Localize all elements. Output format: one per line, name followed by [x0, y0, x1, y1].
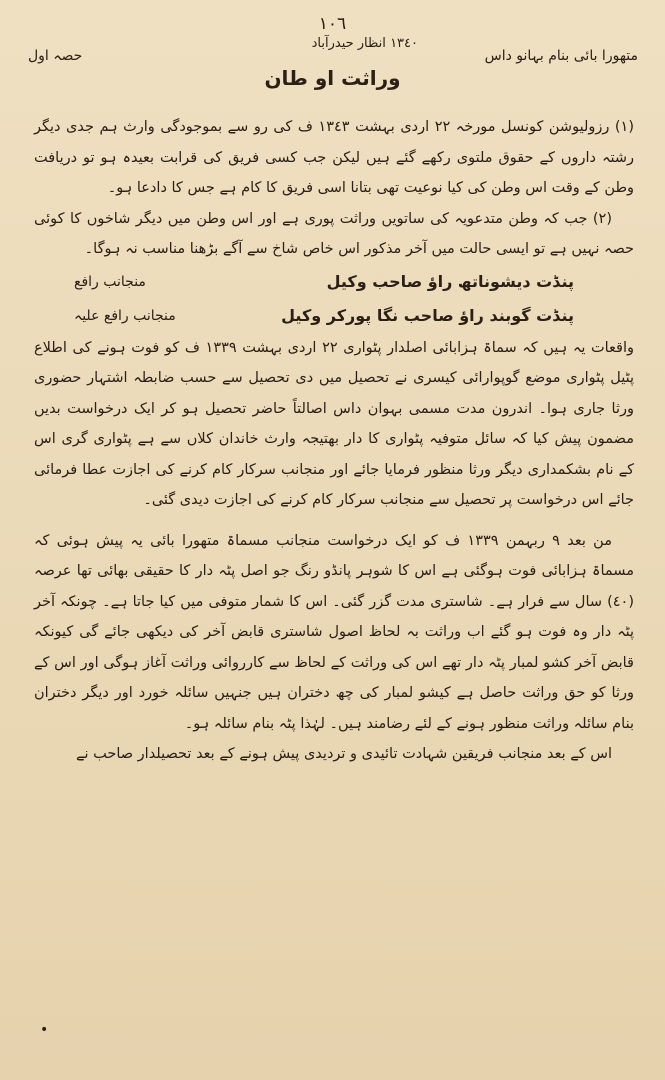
pleader-row — [34, 265, 634, 299]
body-paragraph: اس کے بعد منجانب فریقین شہادت تائیدی و تردیدی پیش ہونے کے بعد تحصیلدار صاحب نے — [75, 746, 612, 762]
headnote-2: (٢) جب کہ وطن متدعویہ کی ساتویں وراثت پوری ہے اور اس وطن میں دیگر شاخوں کا کوئی حصہ نہیں ہے تو ایسی حالت میں آخر مذکور اس خاص شاخ سے آگے بڑھنا مناسب نہ ہوگا۔ — [34, 210, 634, 257]
pleader-row — [34, 299, 634, 333]
headnote-1: (١) رزولیوشن کونسل مورخہ ٢٢ اردی بہشت ١٣٤٣ ف کی رو سے بموجودگی وارث ہم جدی دیگر رشتہ داروں کے حقوق ملتوی رکھے گئے ہیں لیکن جب کسی فریق کی قرابت بعیدہ ہو تو دریافت وطن کے وقت اس وطن کی کیا نوعیت تھی بتانا اسی فریق کا کام ہے جس کا دادعا ہو۔ — [34, 119, 635, 196]
pleader-name: پنڈت گوبند راؤ صاحب نگا پورکر وکیل — [281, 305, 574, 325]
page-title: وراثت او طان — [264, 66, 401, 90]
pleader-role: منجانب رافع — [74, 273, 146, 290]
page-number: ١٠٦ — [318, 14, 347, 34]
facts-paragraph: واقعات یہ ہیں کہ سماۃ ہزابائی اصلدار پٹواری ٢٢ اردی بہشت ١٣٣٩ ف کو فوت ہونے کی اطلاع پٹیل پٹواری موضع گوپوارائی کیسری نے تحصیل میں دی تحصیل سے حسب ضابطہ اشتہار حضوری ورثا جاری ہوا۔ اندرون مدت مسمی بہوان داس اصالتاً حاضر تحصیل ہو کر ایک درخواست بدیں مضمون پیش کیا کہ سائل متوفیہ پٹواری کا دار بھتیجہ وارث خاندان کلاں سے ہے پٹواری گری اس کے نام بشکمداری دیگر ورثا منظور فرمایا جائے اور منجانب سرکار کام کرنے کی اجازت عطا فرمائی جائے اس درخواست پر تحصیل سے منجانب سرکار کام کرنے کی اجازت دیدی گئی۔ — [34, 339, 634, 508]
year-place: ١٣٤٠ انظار حیدرآباد — [311, 36, 418, 51]
case-title: متھورا بائی بنام بہانو داس — [484, 48, 638, 64]
pleader-role: منجانب رافع علیہ — [74, 307, 176, 324]
document-body — [34, 112, 634, 770]
bullet-mark: • — [40, 1022, 49, 1038]
section-label: حصہ اول — [28, 48, 83, 64]
body-paragraph: من بعد ٩ ربہمن ١٣٣٩ ف کو ایک درخواست منجانب مسماۃ متھورا بائی یہ پیش ہوئی کہ مسماۃ ہزابائی فوت ہوگئی ہے اس کا شوہر پانڈو رنگ جو اصل پٹہ دار کا حقیقی بھائی تھا عرصہ (٤٠) سال سے فرار ہے۔ شاستری مدت گزر گئی۔ اس کا شمار متوفی میں کیا جاتا ہے۔ چونکہ آخر پٹہ دار وہ فوت ہو گئے اب وراثت بہ لحاظ اصول شاستری قابض آخر کی دیکھی جائے گی کیونکہ قابض آخر کشو لمبار پٹہ دار تھے اس کی وراثت کے لحاظ سے کارروائی وراثت آغاز ہوگی اور اس کے ورثا کو حق وراثت حاصل ہے کیشو لمبار کی چھ دختران ہیں جنہیں سائلہ خورد اور دیگر دختران بنام سائلہ وراثت منظور ہونے کے لئے رضامند ہیں۔ لہٰذا پٹہ بنام سائلہ ہو۔ — [34, 532, 634, 732]
pleader-name: پنڈت دیشوناتھ راؤ صاحب وکیل — [326, 271, 574, 291]
